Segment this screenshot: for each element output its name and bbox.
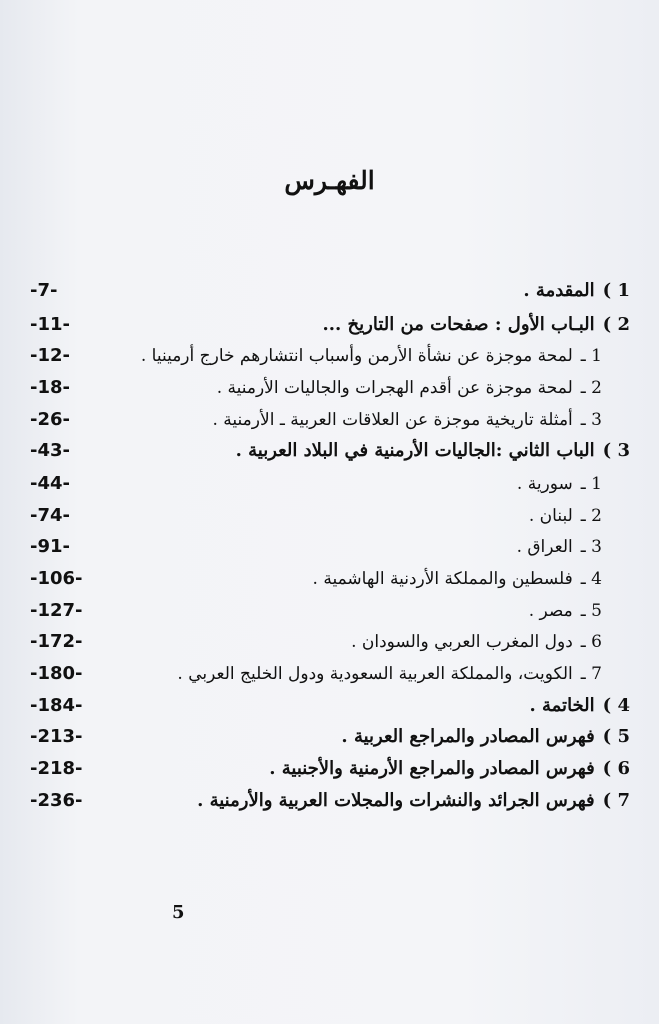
toc-row (30, 436, 630, 466)
toc-entry-text: سورية . (516, 474, 573, 494)
toc-page-number: -127- (30, 600, 83, 621)
toc-entry-text: المقدمة . (523, 280, 595, 301)
toc-page-number: -7- (30, 280, 58, 301)
toc-row (30, 341, 630, 371)
toc-row (30, 754, 630, 784)
toc-entry (529, 596, 602, 626)
toc-page-number: -11- (30, 314, 70, 335)
toc-entry-number: 5 ـ (580, 601, 602, 621)
toc-row (30, 405, 630, 435)
toc-row (30, 659, 630, 689)
toc-entry-number: 2 ـ (580, 506, 602, 526)
toc-entry-text: مصر . (528, 601, 573, 621)
toc-entry (322, 310, 630, 340)
toc-page-number: -106- (30, 568, 83, 589)
toc-entry (517, 532, 602, 562)
toc-entry (141, 341, 602, 371)
toc-entry (523, 276, 630, 306)
toc-entry-number: 6 ) (602, 758, 630, 779)
toc-entry-number: 1 ـ (580, 474, 602, 494)
toc-entry-text: لمحة موجزة عن نشأة الأرمن وأسباب انتشارهم خارج أرمينيا . (140, 346, 573, 366)
toc-entry-text: الباب الثاني :الجاليات الأرمنية في البلاد العربية . (235, 440, 595, 461)
toc-entry-text: فهرس الجرائد والنشرات والمجلات العربية والأرمنية . (197, 790, 595, 811)
toc-page-number: -43- (30, 440, 70, 461)
toc-entry-number: 3 ـ (580, 537, 602, 557)
toc-entry-number: 7 ) (602, 790, 630, 811)
toc-entry-number: 2 ) (602, 314, 630, 335)
toc-entry-number: 1 ) (602, 280, 630, 301)
toc-entry-number: 3 ) (602, 440, 630, 461)
toc-entry-number: 4 ) (602, 695, 630, 716)
toc-row (30, 373, 630, 403)
toc-page-number: -184- (30, 695, 83, 716)
toc-entry (529, 691, 630, 721)
toc-page-number: -213- (30, 726, 83, 747)
toc-entry-number: 5 ) (602, 726, 630, 747)
toc-row (30, 722, 630, 752)
toc-entry (236, 436, 630, 466)
page-number: 5 (172, 902, 185, 923)
toc-entry-text: لبنان . (528, 506, 573, 526)
toc-page-number: -180- (30, 663, 83, 684)
toc-row (30, 310, 630, 340)
toc-entry-number: 1 ـ (580, 346, 602, 366)
toc-entry-text: الخاتمة . (529, 695, 595, 716)
toc-entry-number: 7 ـ (580, 664, 602, 684)
toc-row (30, 469, 630, 499)
toc-entry-number: 4 ـ (580, 569, 602, 589)
toc-page-number: -12- (30, 345, 70, 366)
toc-page-number: -18- (30, 377, 70, 398)
toc-entry (213, 405, 603, 435)
toc-page-number: -172- (30, 631, 83, 652)
toc-row (30, 276, 630, 306)
toc-entry-text: أمثلة تاريخية موجزة عن العلاقات العربية ـ الأرمنية . (212, 410, 573, 430)
toc-page-number: -26- (30, 409, 70, 430)
toc-entry-number: 6 ـ (580, 632, 602, 652)
toc-entry (269, 754, 630, 784)
toc-row (30, 691, 630, 721)
toc-row (30, 532, 630, 562)
toc-row (30, 596, 630, 626)
toc-entry (217, 373, 602, 403)
toc-entry (517, 469, 602, 499)
toc-entry-text: فهرس المصادر والمراجع العربية . (341, 726, 595, 747)
toc-entry-number: 3 ـ (580, 410, 602, 430)
toc-entry (341, 722, 630, 752)
toc-page-number: -218- (30, 758, 83, 779)
toc-entry-text: فهرس المصادر والمراجع الأرمنية والأجنبية . (269, 758, 595, 779)
toc-row (30, 786, 630, 816)
toc-page-number: -74- (30, 505, 70, 526)
toc-row (30, 627, 630, 657)
toc-row (30, 501, 630, 531)
toc-entry-text: لمحة موجزة عن أقدم الهجرات والجاليات الأرمنية . (216, 378, 573, 398)
toc-entry (351, 627, 602, 657)
toc-page-number: -44- (30, 473, 70, 494)
toc-row (30, 564, 630, 594)
toc-entry-text: فلسطين والمملكة الأردنية الهاشمية . (312, 569, 573, 589)
toc-entry-text: الكويت، والمملكة العربية السعودية ودول الخليج العربي . (177, 664, 573, 684)
toc-entry-text: دول المغرب العربي والسودان . (351, 632, 573, 652)
toc-entry-text: العراق . (516, 537, 573, 557)
toc-entry (177, 659, 602, 689)
toc-entry (197, 786, 630, 816)
toc-page-number: -91- (30, 536, 70, 557)
toc-page-number: -236- (30, 790, 83, 811)
page-title: الفهـرس (284, 166, 375, 195)
toc-entry-text: البـاب الأول : صفحات من التاريخ ... (322, 314, 595, 335)
toc-entry-number: 2 ـ (580, 378, 602, 398)
toc-entry (313, 564, 602, 594)
toc-entry (529, 501, 602, 531)
